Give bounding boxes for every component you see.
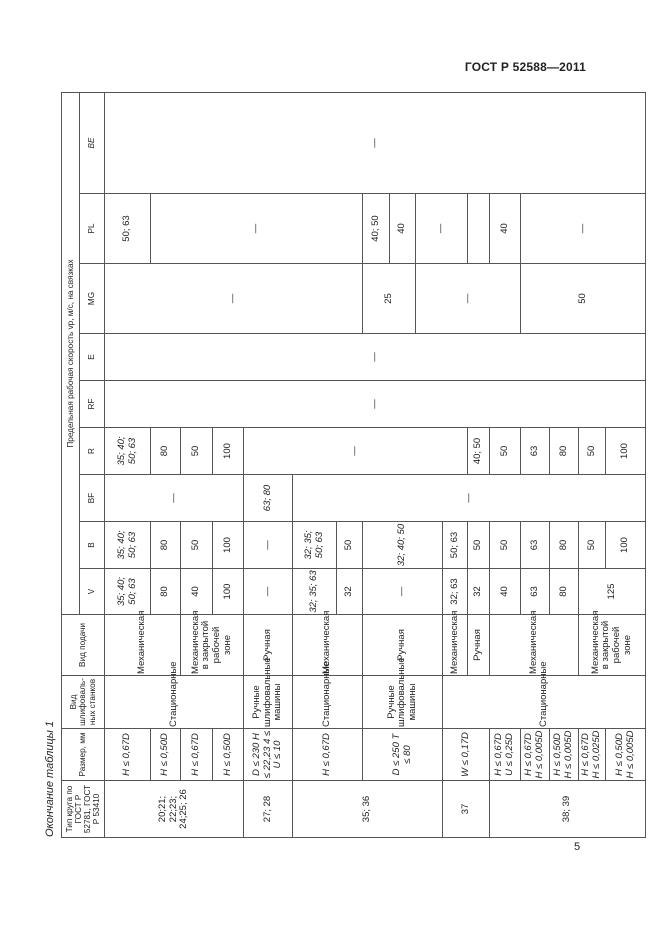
bond-pl: PL [80, 194, 105, 264]
header-machine: Вид шлифоваль-ных станков [62, 676, 105, 729]
table-cell: H ≤ 0,67D U ≤ 0,25D [490, 729, 521, 781]
table-cell: H ≤ 0,67D [105, 729, 151, 781]
table-cell: Ручные шлифовальные машины [363, 676, 443, 729]
table-cell: 63 [521, 428, 550, 475]
table-cell: — [105, 264, 363, 334]
header-speed: Предельная рабочая скорость vр, м/с, на связках [62, 93, 80, 615]
table-cell: 25 [363, 264, 416, 334]
table-cell: — [151, 194, 363, 264]
table-caption: Окончание таблицы 1 [44, 720, 56, 838]
table-cell: 80 [151, 428, 181, 475]
table-cell: 50; 63 [443, 522, 468, 569]
header-size: Размер, мм [62, 729, 105, 781]
table-cell: — [416, 194, 468, 264]
table-cell: 100 [213, 522, 244, 569]
table-cell: Ручная [244, 615, 293, 676]
table-cell: — [105, 475, 244, 522]
table-cell: — [244, 569, 293, 615]
table-cell: D ≤ 250 T ≤ 80 [363, 729, 443, 781]
table-cell: Механическая [490, 615, 579, 676]
table-cell: 35; 40; 50; 63 [105, 569, 151, 615]
table-cell: 100 [606, 428, 646, 475]
table-cell: — [293, 475, 646, 522]
table-cell: 40; 50 [468, 428, 490, 475]
document-header: ГОСТ Р 52588—2011 [464, 60, 586, 74]
bond-v: V [80, 569, 105, 615]
bond-r: R [80, 428, 105, 475]
table-cell: 40; 50 [363, 194, 390, 264]
table-cell: — [244, 428, 468, 475]
table-cell: Стационарные [443, 676, 646, 729]
speed-limit-table [61, 92, 646, 838]
table-cell: W ≤ 0,17D [443, 729, 490, 781]
table-cell: 50; 63 [105, 194, 151, 264]
header-type: Тип круга по ГОСТ Р 52781, ГОСТ Р 53410 [62, 781, 105, 838]
table-cell: — [521, 194, 646, 264]
table-cell: Механическая [443, 615, 468, 676]
table-cell: Механическая [105, 615, 181, 676]
table-cell: 100 [213, 569, 244, 615]
table-cell: H ≤ 0,67D [293, 729, 363, 781]
table-cell: 40 [181, 569, 213, 615]
table-cell: 100 [606, 522, 646, 569]
table-cell: 80 [550, 522, 579, 569]
table-cell: 40 [490, 194, 521, 264]
table-cell: 50 [579, 428, 606, 475]
table-cell: 32 [468, 569, 490, 615]
table-cell: 32; 63 [443, 569, 468, 615]
table-cell: 40 [490, 569, 521, 615]
table-cell: Ручная [363, 615, 443, 676]
table-cell: 80 [151, 522, 181, 569]
table-cell: Механическая [293, 615, 363, 676]
table-cell: 32; 35; 50; 63 [293, 522, 337, 569]
table-cell: 50 [490, 428, 521, 475]
table-cell: Стационарные [105, 676, 244, 729]
table-cell: 40 [390, 194, 416, 264]
table-cell: 125 [579, 569, 646, 615]
table-cell: 80 [550, 569, 579, 615]
bond-b: B [80, 522, 105, 569]
table-cell: 35; 36 [293, 781, 443, 838]
table-cell: Стационарные [293, 676, 363, 729]
table-cell: 63 [521, 522, 550, 569]
bond-bf: BF [80, 475, 105, 522]
table-cell: Ручные шлифовальные машины [244, 676, 293, 729]
table-cell: 63 [521, 569, 550, 615]
rotated-table-container [61, 93, 636, 838]
table-cell: 35; 40; 50; 63 [105, 428, 151, 475]
page-number: 5 [574, 841, 581, 853]
table-cell: 80 [151, 569, 181, 615]
table-cell: Ручная [468, 615, 490, 676]
table-cell: H ≤ 0,50D [213, 729, 244, 781]
table-cell: 50 [521, 264, 646, 334]
table-cell: Механическая в закрытой рабочей зоне [181, 615, 244, 676]
table-cell: 80 [550, 428, 579, 475]
table-cell: Механическая в закрытой рабочей зоне [579, 615, 646, 676]
bond-be: BE [80, 93, 105, 194]
table-cell: H ≤ 0,50D H ≤ 0,005D [606, 729, 646, 781]
table-cell: 32; 35; 63 [293, 569, 337, 615]
table-cell: — [105, 381, 646, 428]
table-cell: D ≤ 230 H ≤ 22,23 4 ≤ U ≤ 10 [244, 729, 293, 781]
bond-rf: RF [80, 381, 105, 428]
table-cell: 20;21; 22;23; 24;25; 26 [105, 781, 244, 838]
bond-mg: MG [80, 264, 105, 334]
table-cell: 50 [181, 428, 213, 475]
table-cell: 35; 40; 50; 63 [105, 522, 151, 569]
table-cell: 50 [337, 522, 363, 569]
table-cell: H ≤ 0,67D H ≤ 0,025D [579, 729, 606, 781]
table-cell: 32; 40; 50 [363, 522, 443, 569]
table-cell: 50 [490, 522, 521, 569]
table-cell: — [363, 569, 443, 615]
table-cell: H ≤ 0,67D H ≤ 0,005D [521, 729, 550, 781]
table-cell: 32 [337, 569, 363, 615]
header-feed: Вид подачи [62, 615, 105, 676]
table-cell: H ≤ 0,50D H ≤ 0,005D [550, 729, 579, 781]
table-cell: 50 [579, 522, 606, 569]
table-cell: 100 [213, 428, 244, 475]
table-cell: H ≤ 0,50D [151, 729, 181, 781]
table-cell: 50 [181, 522, 213, 569]
table-cell: 27; 28 [244, 781, 293, 838]
table-cell: — [416, 264, 521, 334]
table-cell: 37 [443, 781, 490, 838]
table-cell: — [105, 334, 646, 381]
table-cell: — [105, 93, 646, 194]
table-cell: 63; 80 [244, 475, 293, 522]
table-cell: 38; 39 [490, 781, 646, 838]
table-cell: — [244, 522, 293, 569]
table-cell: H ≤ 0,67D [181, 729, 213, 781]
table-cell: 50 [468, 522, 490, 569]
bond-e: E [80, 334, 105, 381]
